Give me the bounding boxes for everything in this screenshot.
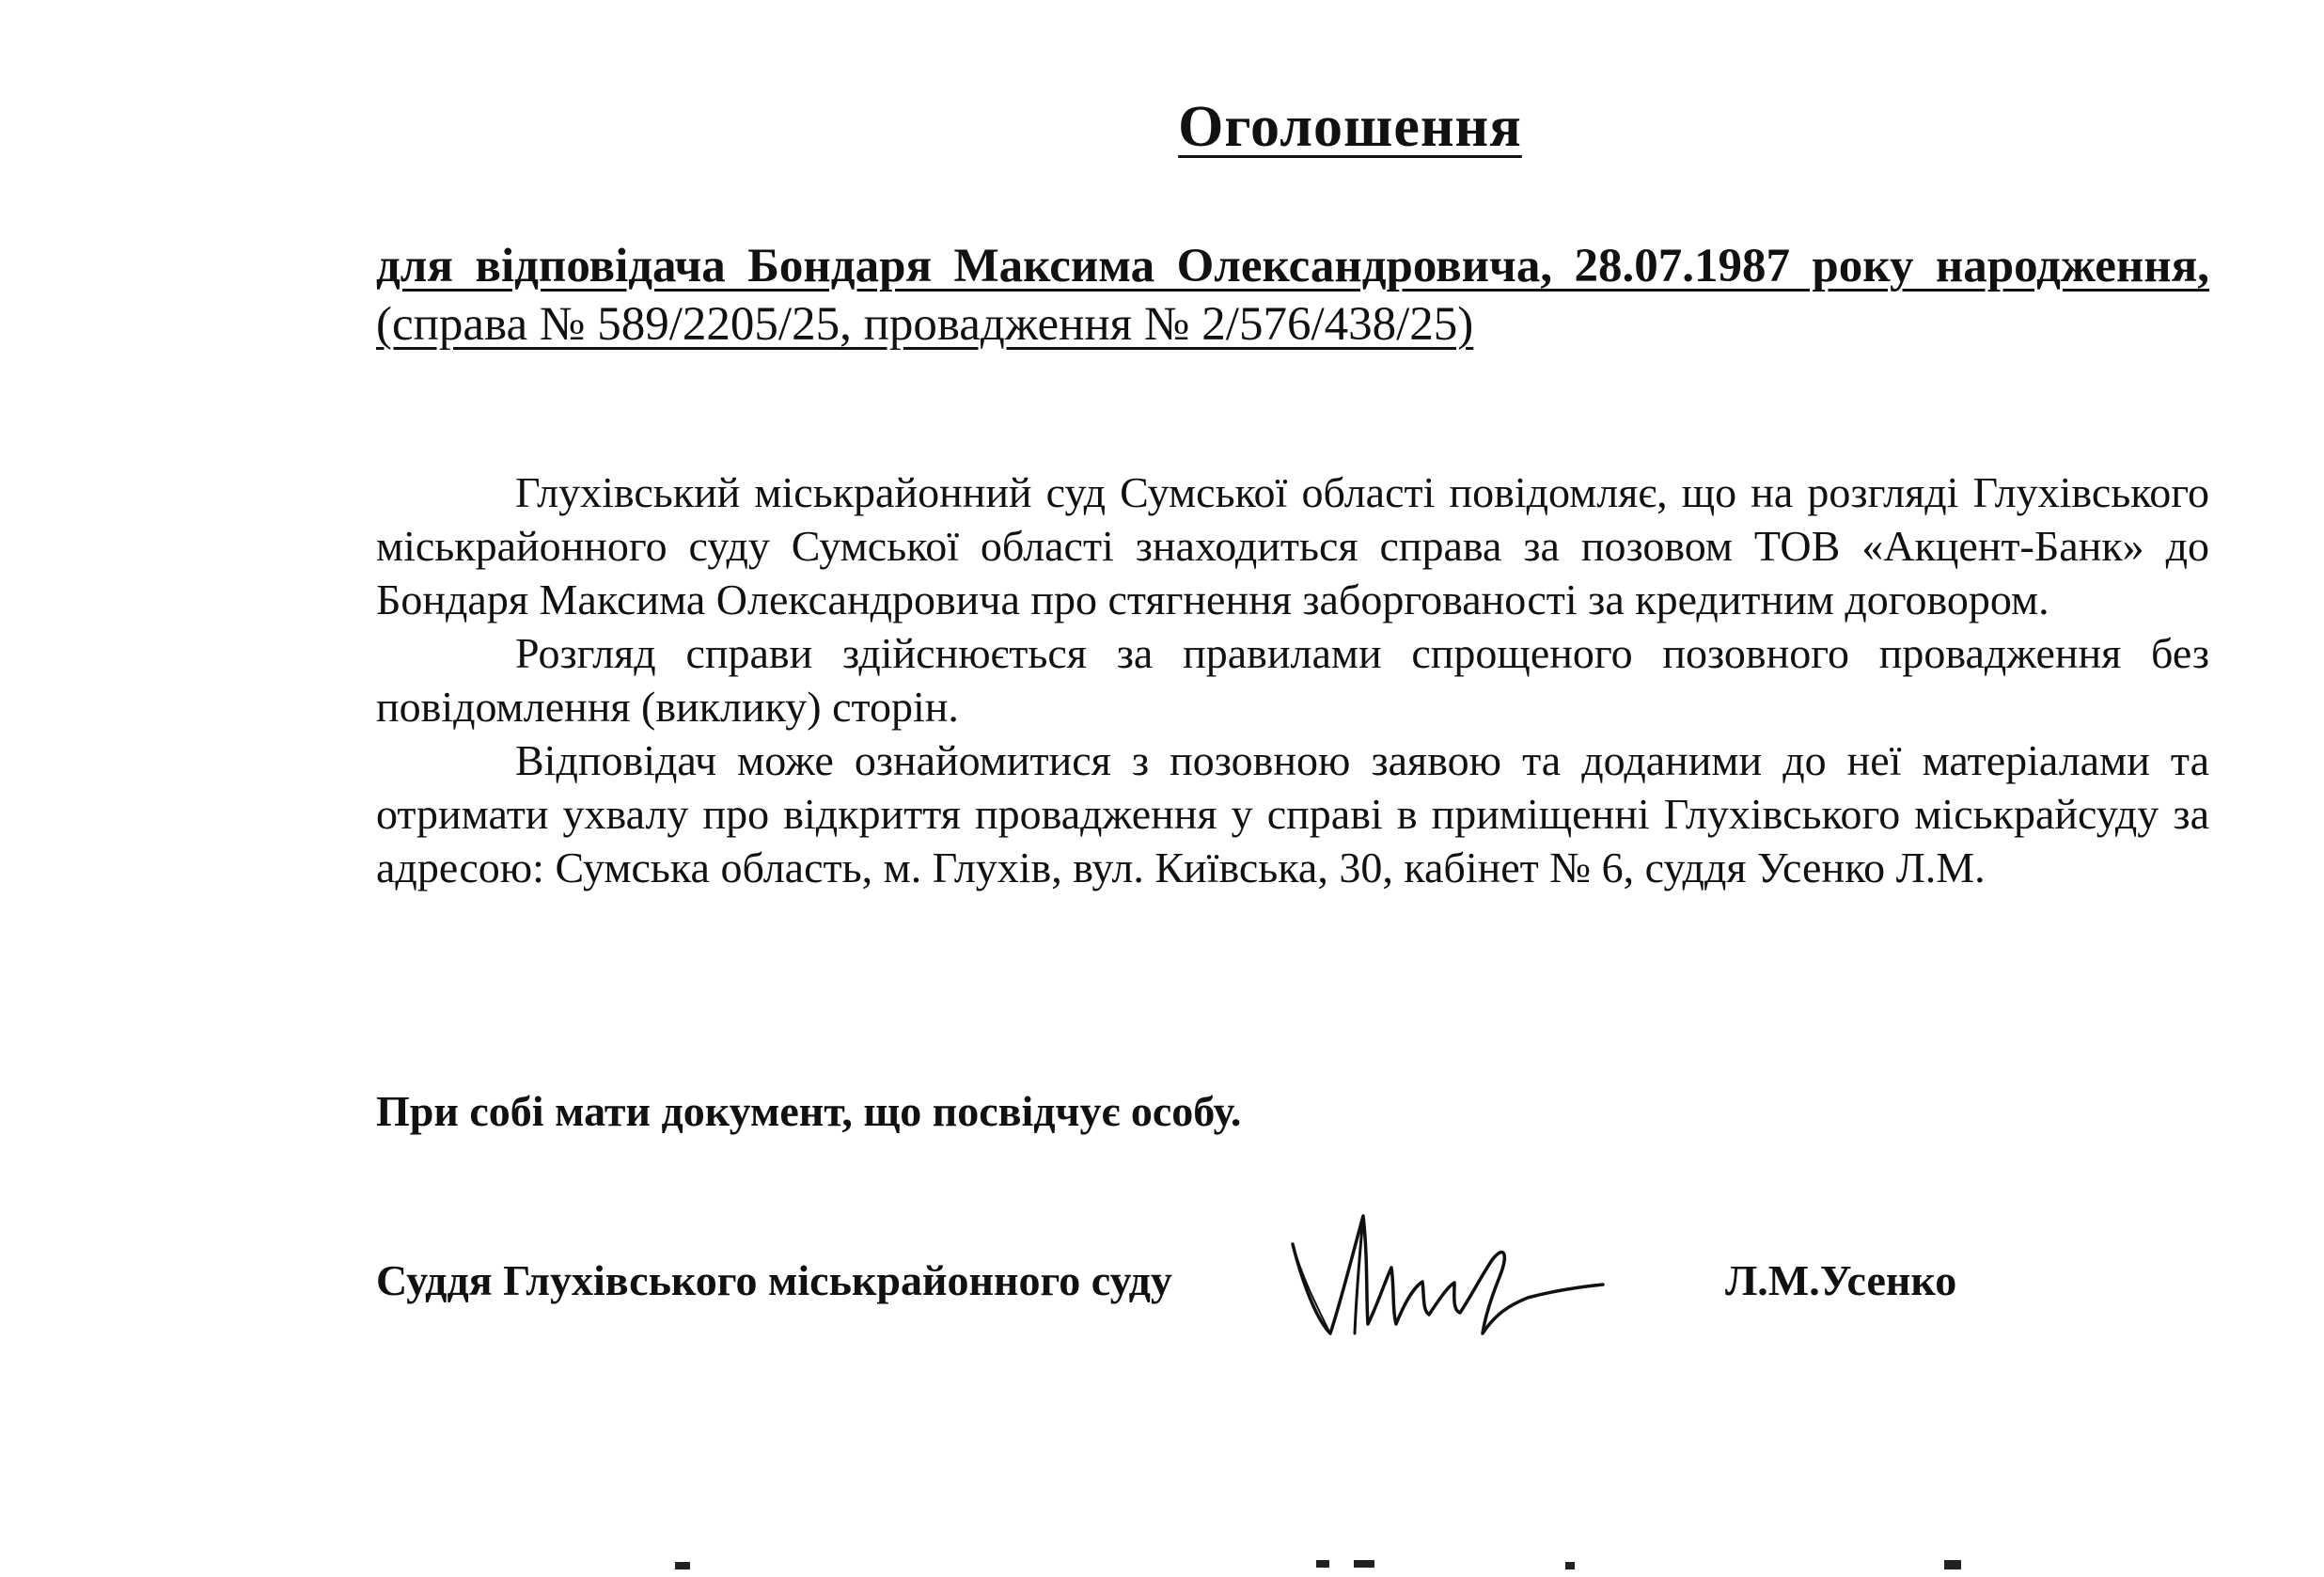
- body-paragraph-3: Відповідач може ознайомитися з позовною заявою та доданими до неї матеріалами та отримати ухвалу про відкриття провадження у справі в приміщенні Глухівського міськрайсуду за адресою: Сумська область, м. Глухів, вул. Київська, 30, кабінет № 6, суддя Усенко Л.М.: [376, 736, 2209, 891]
- defendant-line: для відповідача Бондаря Максима Олександровича, 28.07.1987 року народження,: [376, 240, 2209, 292]
- document-title: [0, 94, 2324, 161]
- document-body: [376, 465, 2209, 894]
- judge-name: Л.М.Усенко: [1725, 1256, 1957, 1304]
- case-number-line: (справа № 589/2205/25, провадження № 2/576/438/25): [376, 298, 1474, 351]
- document-title-text: Оголошення: [1178, 95, 1522, 159]
- page-bottom-scan-marks: [0, 1556, 2324, 1577]
- body-paragraph-1: Глухівський міськрайонний суд Сумської області повідомляє, що на розгляді Глухівського міськрайонного суду Сумської області знаходиться справа за позовом ТОВ «Акцент-Банк» до Бондаря Максима Олександровича про стягнення заборгованості за кредитним договором.: [376, 468, 2209, 623]
- signature-icon: [1274, 1192, 1612, 1352]
- judge-label: Суддя Глухівського міськрайонного суду: [376, 1256, 1172, 1304]
- body-paragraph-2: Розгляд справи здійснюється за правилами спрощеного позовного провадження без повідомлення (виклику) сторін.: [376, 629, 2209, 731]
- document-subject: [376, 237, 2209, 354]
- bring-id-notice: При собі мати документ, що посвідчує особу.: [376, 1087, 1242, 1135]
